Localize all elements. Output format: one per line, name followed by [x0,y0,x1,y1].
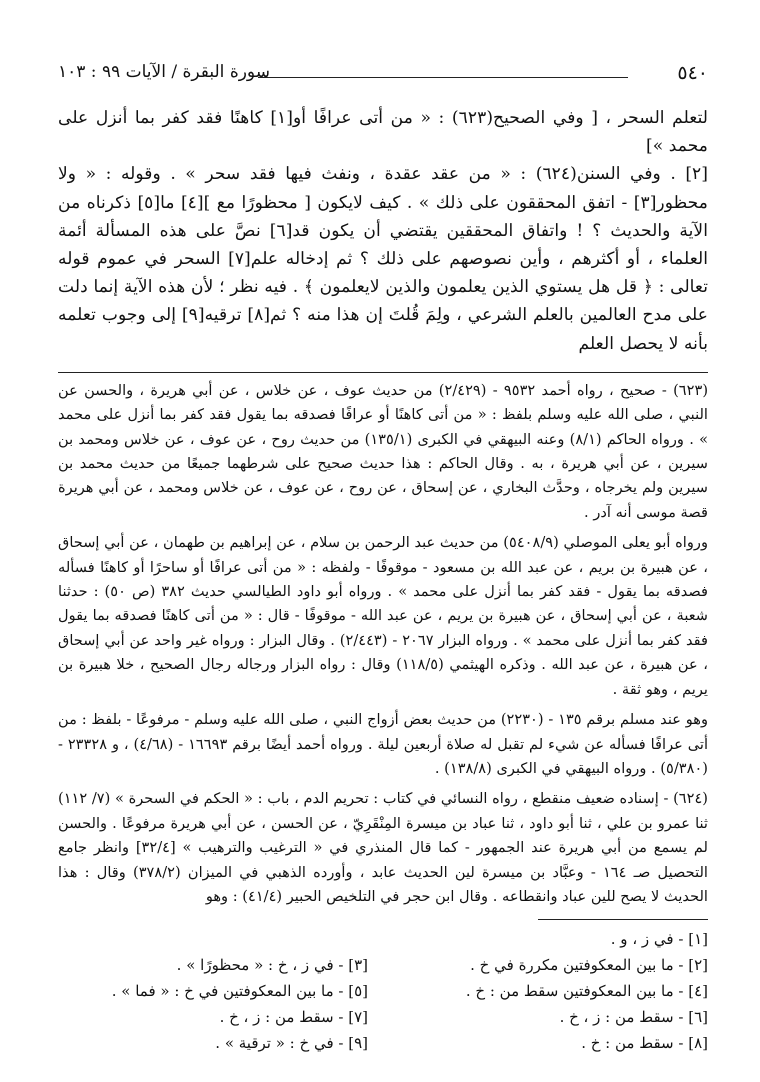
variant-note-9: [٩] - في خ : « ترقية » . [215,1034,368,1053]
variant-notes-separator [538,919,708,920]
page-number: ٥٤٠ [677,62,708,84]
variant-note-5: [٥] - ما بين المعكوفتين في خ : « فما » . [111,982,368,1001]
footnotes [58,379,708,910]
book-page [58,62,708,1054]
variant-note-3: [٣] - في ز ، خ : « محظورًا » . [176,956,368,975]
variant-note-1: [١] - في ز ، و . [610,930,708,949]
header-rule [258,77,628,78]
running-title: سورة البقرة / الآيات ٩٩ : ١٠٣ [58,62,270,82]
variant-note-2: [٢] - ما بين المعكوفتين مكررة في خ . [470,956,708,975]
variant-note-8: [٨] - سقط من : خ . [581,1034,708,1053]
main-text [58,104,708,358]
main-paragraph: [٢] . وفي السنن(٦٢٤) : « من عقد عقدة ، ونفث فيها فقد سحر » . وقوله : « ولا محظور[٣] - اتفق المحققون على ذلك » . كيف لايكون [ محظورًا مع ][٤] ما[٥] ذكرناه من الآية والحديث ؟ ! واتفاق المحققين يقتضي أن يكون قد[٦] نصَّ على هذه المسألة أئمة العلماء ، أو أكثرهم ، وأين نصوصهم على ذلك ؟ ثم إدخاله علم[٧] السحر في عموم قوله تعالى : ﴿ قل هل يستوي الذين يعلمون والذين لايعلمون ﴾ . فيه نظر ؛ لأن هذه الآية إنما دلت على مدح العالمين بالعلم الشرعي ، ولِمَ قُلتَ إن هذا منه ؟ ثم[٨] ترقيه[٩] إلى وجوب تعلمه بأنه لا يحصل العلم [58,164,709,354]
footnote-623-muslim: وهو عند مسلم برقم ١٣٥ - (٢٢٣٠) من حديث بعض أزواج النبي ، صلى الله عليه وسلم - مرفوعًا - بلفظ : من أتى عرافًا فسأله عن شيء لم تقبل له صلاة أربعين ليلة . ورواه أحمد أيضًا برقم ١٦٦٩٣ - (٤/٦٨) ، و ٢٣٣٢٨ - (٥/٣٨٠) . ورواه البيهقي في الكبرى (١٣٨/٨) . [58,711,709,777]
footnote-623: (٦٢٣) - صحيح ، رواه أحمد ٩٥٣٢ - (٢/٤٢٩) من حديث عوف ، عن خلاس ، عن أبي هريرة ، والحسن عن النبي ، صلى الله عليه وسلم بلفظ : « من أتى كاهنًا أو عرافًا فصدقه بما يقول فقد كفر بما أنزل على محمد » . ورواه الحاكم (٨/١) وعنه البيهقي في الكبرى (١٣٥/١) من حديث روح ، عن عوف ، عن خلاس ومحمد بن سيرين ، عن أبي هريرة ، به . وقال الحاكم : هذا حديث صحيح على شرطهما جميعًا من حديث محمد بن سيرين ولم يخرجاه ، وحدَّث البخاري ، عن إسحاق ، عن روح ، عن عوف ، عن خلاس ومحمد ، عن أبي هريرة قصة موسى أنه آدر . [58,381,709,521]
main-paragraph: لتعلم السحر ، [ وفي الصحيح(٦٢٣) : « من أتى عرافًا أو[١] كاهنًا فقد كفر بما أنزل على محمد »] [58,108,708,157]
footnote-624: (٦٢٤) - إسناده ضعيف منقطع ، رواه النسائي في كتاب : تحريم الدم ، باب : « الحكم في السحرة » (٧/ ١١٢) ثنا عمرو بن علي ، ثنا أبو داود ، ثنا عباد بن ميسرة المِنْقَرِيّ ، عن الحسن ، عن أبي هريرة مرفوعًا . والحسن لم يسمع من أبي هريرة عند الجمهور - كما قال المنذري في « الترغيب والترهيب » [٣٢/٤] وانظر جامع التحصيل صـ ١٦٤ - وعبَّاد بن ميسرة لين الحديث عابد ، وأورده الذهبي في الميزان (٣٧٨/٢) وقال : هذا الحديث لا يصح للين عباد وانقطاعه . وقال ابن حجر في التلخيص الحبير (٤١/٤) : وهو [58,790,708,905]
variant-notes [58,928,708,1054]
footnote-separator [58,372,708,373]
variant-note-4: [٤] - ما بين المعكوفتين سقط من : خ . [465,982,708,1001]
page-header [58,62,708,92]
variant-note-7: [٧] - سقط من : ز ، خ . [219,1008,368,1027]
footnote-623-continued: ورواه أبو يعلى الموصلي (٥٤٠٨/٩) من حديث عبد الرحمن بن سلام ، عن إبراهيم بن طهمان ، عن أبي إسحاق ، عن هبيرة بن بريم ، عن عبد الله بن مسعود - موقوفًا - ولفظه : « من أتى عرافًا أو ساحرًا أو كاهنًا فسأله فصدقه بما يقول - فقد كفر بما أنزل على محمد » . ورواه أبو داود الطيالسي حديث ٣٨٢ (ص ٥٠) : حدثنا شعبة ، عن أبي إسحاق ، عن هبيرة بن يريم ، عن عبد الله - موقوفًا - قال : « من أتى كاهنًا فصدقه بما يقول فقد كفر بما أنزل على محمد » . ورواه البزار ٢٠٦٧ - (٢/٤٤٣) . وقال البزار : ورواه غير واحد عن أبي إسحاق ، عن هبيرة ، عن عبد الله . وذكره الهيثمي (١١٨/٥) وقال : رواه البزار ورجاله رجال الصحيح ، خلا هبيرة بن يريم ، وهو ثقة . [58,534,709,698]
variant-note-6: [٦] - سقط من : ز ، خ . [559,1008,708,1027]
